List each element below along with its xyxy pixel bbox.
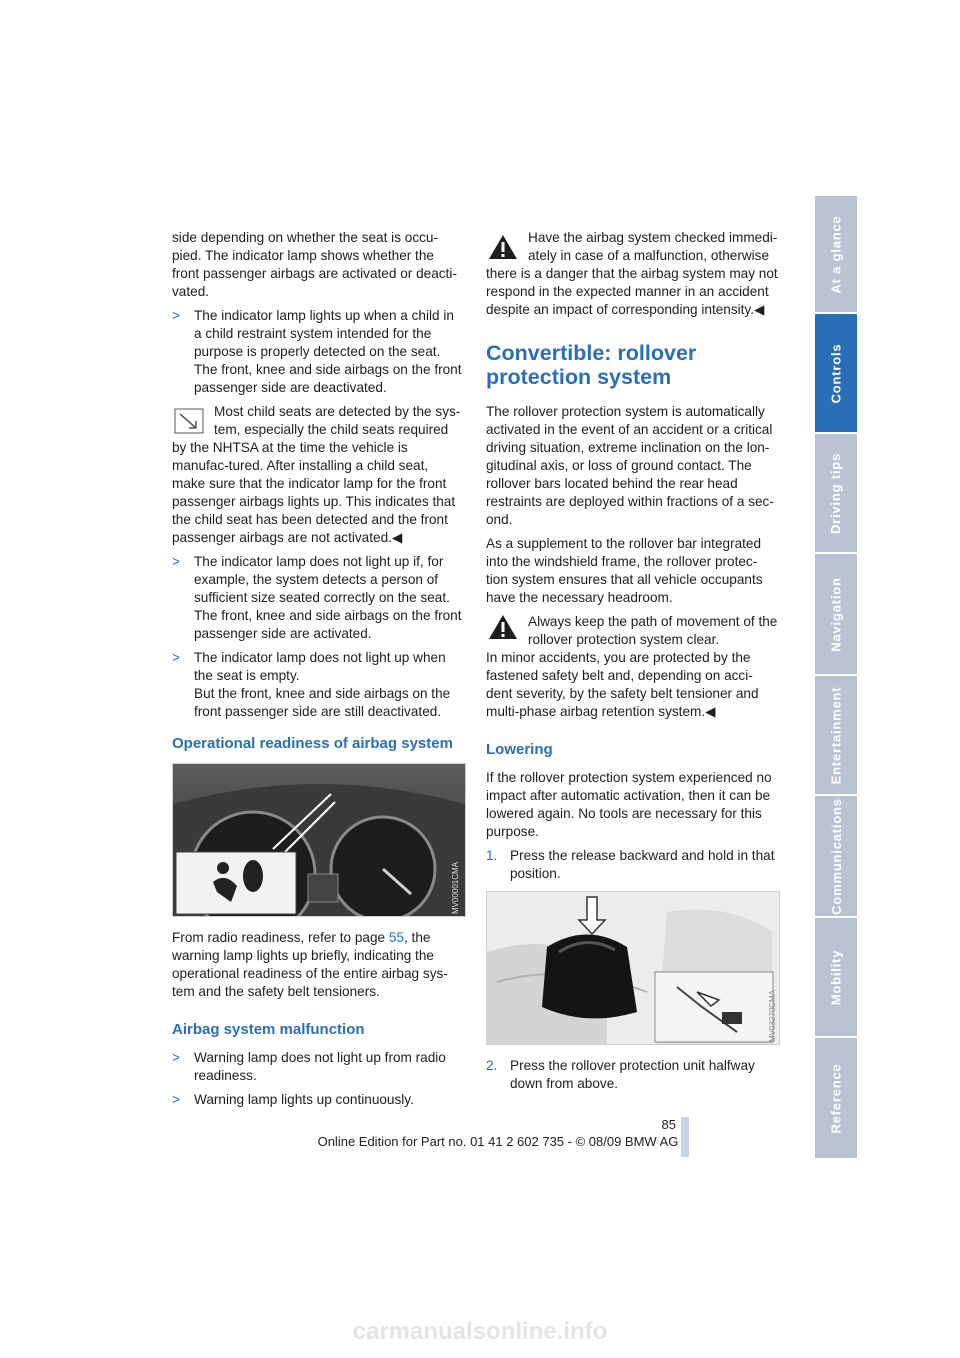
footer-edition: Online Edition for Part no. 01 41 2 602 735 - © 08/09 BMW AG bbox=[317, 1134, 679, 1149]
left-column bbox=[172, 229, 464, 1115]
bullet-text: The indicator lamp does not light up when the seat is empty. bbox=[194, 650, 446, 683]
page-reference-link[interactable]: 55 bbox=[388, 930, 404, 945]
chapter-sidebar bbox=[815, 196, 857, 1160]
heading-operational-readiness: Operational readiness of airbag system bbox=[172, 735, 453, 752]
watermark: carmanualsonline.info bbox=[352, 1318, 608, 1345]
page-number: 85 bbox=[661, 1117, 676, 1132]
list-item bbox=[172, 307, 464, 397]
bullet-text: The indicator lamp does not light up if, for example, the system detects a person of sufficient size seated correctly on the seat. The front, knee and side airbags on the front passenger side are activated. bbox=[194, 554, 462, 641]
bullet-text: The indicator lamp lights up when a child in a child restraint system intended for the purpose is properly detected on the seat. The front, knee and side airbags on the front passenger side are deactivated. bbox=[194, 308, 462, 395]
step-text: Press the release backward and hold in that position. bbox=[510, 848, 775, 881]
airbag-lamp-photo bbox=[172, 763, 466, 917]
note-text: Most child seats are detected by the sys-tem, especially the child seats required by the NHTSA at the time the vehicle is manufac-tured. After installing a child seat, make sure that the indicator lamp for the front passenger airbags lights up. This indicates that the child seat has been detected and the front passenger airbags are not activated.◀ bbox=[172, 404, 461, 545]
bullet-marker: > bbox=[172, 554, 180, 569]
paragraph-minor-accidents: In minor accidents, you are protected by the fastened safety belt and, depending on acci-dent severity, by the safety belt tensioner and multi-phase airbag retention system.◀ bbox=[486, 650, 759, 719]
rollover-release-photo bbox=[486, 891, 780, 1045]
paragraph-rollover-2: As a supplement to the rollover bar integrated into the windshield frame, the rollover protec-tion system ensures that all vehicle occupants have the necessary headroom. bbox=[486, 536, 763, 605]
bullet-text: Warning lamp lights up continuously. bbox=[194, 1092, 414, 1107]
tab-entertainment[interactable] bbox=[815, 676, 857, 794]
readiness-text-a: From radio readiness, refer to page bbox=[172, 930, 389, 945]
right-column bbox=[486, 229, 778, 1099]
heading-rollover: Convertible: rollover protection system bbox=[486, 341, 697, 389]
paragraph-readiness bbox=[172, 929, 464, 1001]
bullet-marker: > bbox=[172, 650, 180, 665]
list-item bbox=[172, 649, 464, 721]
tab-mobility[interactable] bbox=[815, 918, 857, 1036]
bullet-marker: > bbox=[172, 1050, 180, 1065]
paragraph-intro: side depending on whether the seat is occu-pied. The indicator lamp shows whether the front passenger airbags are activated or deacti-vated. bbox=[172, 230, 457, 299]
tab-label: Reference bbox=[828, 1062, 844, 1134]
dashboard-illustration bbox=[173, 764, 465, 916]
step-number: 2. bbox=[486, 1058, 498, 1073]
list-item bbox=[172, 553, 464, 643]
readiness-text-b: , the warning lamp lights up briefly, indicating the operational readiness of the entire airbag sys-tem and the safety belt tensioners. bbox=[172, 930, 448, 999]
tab-label: Communications bbox=[828, 797, 844, 915]
photo-code: MV00001CMA bbox=[451, 861, 460, 914]
warning-path bbox=[486, 613, 778, 649]
tab-label: At a glance bbox=[828, 214, 844, 294]
step-item bbox=[486, 1057, 778, 1093]
paragraph-rollover-1: The rollover protection system is automatically activated in the event of an accident or a critical driving situation, extreme inclination on the lon-gitudinal axis, or loss of ground contact. The rollover bars located behind the rear head restraints are deployed within fractions of a sec-ond. bbox=[486, 404, 774, 527]
bullet-marker: > bbox=[172, 308, 180, 323]
tab-at-a-glance[interactable] bbox=[815, 196, 857, 312]
bullet-text: Warning lamp does not light up from radio readiness. bbox=[194, 1050, 446, 1083]
tab-driving-tips[interactable] bbox=[815, 434, 857, 552]
rollover-illustration bbox=[487, 892, 779, 1044]
tab-communications[interactable] bbox=[815, 796, 857, 916]
note-child-seats bbox=[172, 403, 464, 547]
warning-text: Always keep the path of movement of the rollover protection system clear. bbox=[528, 614, 778, 647]
warning-check-airbag bbox=[486, 229, 778, 319]
tab-label: Entertainment bbox=[828, 686, 844, 784]
photo-code: MV03270CMA bbox=[768, 989, 777, 1042]
tab-label: Mobility bbox=[828, 949, 844, 1005]
warning-triangle-icon bbox=[486, 233, 520, 261]
step-item bbox=[486, 847, 778, 883]
note-icon bbox=[172, 407, 206, 435]
warning-triangle-icon bbox=[486, 613, 520, 641]
bullet-text-continued: But the front, knee and side airbags on the front passenger side are still deactivated. bbox=[194, 686, 451, 719]
step-text: Press the rollover protection unit halfway down from above. bbox=[510, 1058, 755, 1091]
tab-label: Driving tips bbox=[828, 452, 844, 534]
tab-controls[interactable] bbox=[815, 314, 857, 432]
tab-label: Navigation bbox=[828, 576, 844, 652]
heading-malfunction: Airbag system malfunction bbox=[172, 1021, 365, 1038]
list-item bbox=[172, 1091, 464, 1109]
bullet-marker: > bbox=[172, 1092, 180, 1107]
heading-lowering: Lowering bbox=[486, 741, 553, 758]
tab-label: Controls bbox=[828, 343, 844, 403]
list-item bbox=[172, 1049, 464, 1085]
warning-text: Have the airbag system checked immedi-ately in case of a malfunction, otherwise there is a danger that the airbag system may not respond in the expected manner in an accident despite an impact of corresponding intensity.◀ bbox=[486, 230, 778, 317]
paragraph-lowering: If the rollover protection system experienced no impact after automatic activation, then it can be lowered again. No tools are necessary for this purpose. bbox=[486, 770, 772, 839]
tab-navigation[interactable] bbox=[815, 554, 857, 674]
step-number: 1. bbox=[486, 848, 498, 863]
